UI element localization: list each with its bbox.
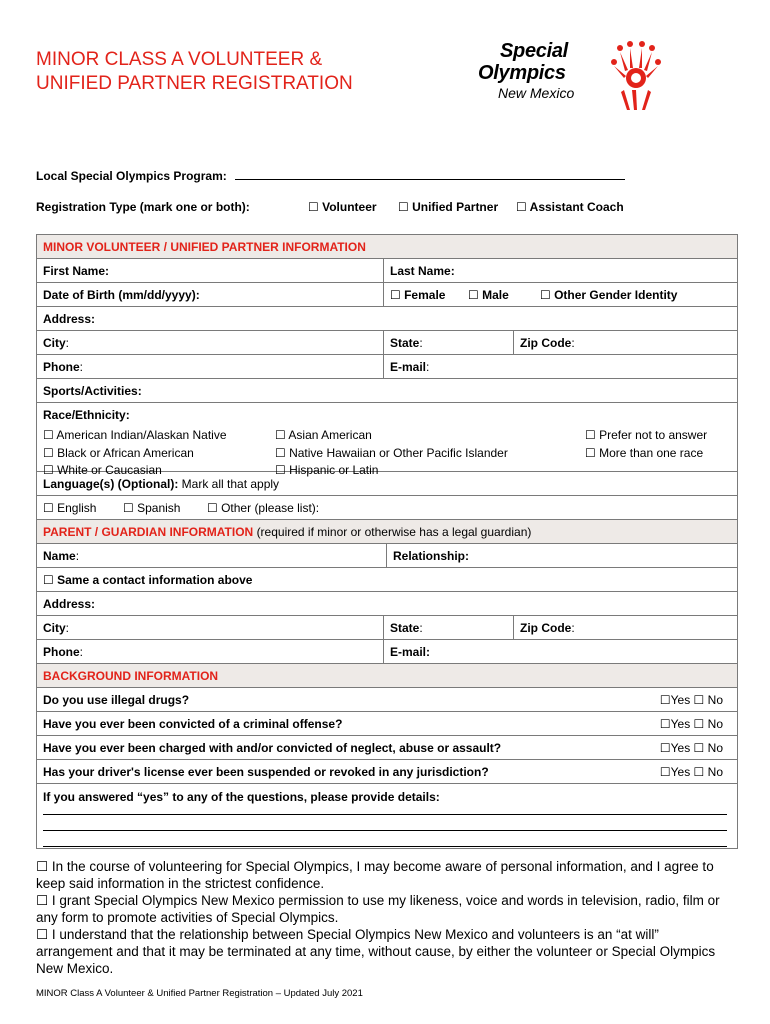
- details-line[interactable]: [43, 846, 727, 847]
- logo-word-new-mexico: New Mexico: [498, 85, 575, 101]
- guardian-email-label: E-mail:: [390, 644, 431, 659]
- zip-field[interactable]: Zip Code :: [513, 331, 735, 354]
- guardian-name-row: [37, 544, 737, 568]
- section-heading-background: BACKGROUND INFORMATION: [43, 668, 219, 683]
- guardian-zip-label: Zip Code: [520, 620, 572, 635]
- guardian-zip-field[interactable]: Zip Code :: [513, 616, 735, 639]
- first-name-label: First Name:: [43, 263, 110, 278]
- race-option[interactable]: ☐ Prefer not to answer: [585, 428, 708, 442]
- details-line[interactable]: [43, 830, 727, 831]
- state-field[interactable]: State :: [383, 331, 513, 354]
- english-checkbox[interactable]: ☐ English: [43, 500, 97, 515]
- registration-type-label: Registration Type (mark one or both):: [36, 200, 250, 214]
- guardian-name-label: Name: [43, 548, 76, 563]
- dob-gender-row: [37, 283, 737, 307]
- guardian-address-field[interactable]: [37, 592, 737, 616]
- section-header-volunteer: [37, 235, 737, 259]
- zip-label: Zip Code: [520, 335, 572, 350]
- race-option[interactable]: ☐ White or Caucasian: [43, 463, 162, 477]
- language-options-row: [37, 496, 737, 520]
- phone-field[interactable]: Phone :: [43, 359, 84, 374]
- relationship-field[interactable]: [386, 544, 735, 567]
- registration-form: [36, 234, 738, 849]
- title-line-1: MINOR CLASS A VOLUNTEER &: [36, 49, 323, 70]
- logo-word-special: Special: [500, 40, 568, 62]
- same-contact-row: [37, 568, 737, 592]
- registration-type: [36, 200, 736, 214]
- state-label: State: [390, 335, 420, 350]
- section-heading-guardian: PARENT / GUARDIAN INFORMATION: [43, 524, 254, 539]
- title-line-2: UNIFIED PARTNER REGISTRATION: [36, 73, 353, 94]
- spanish-checkbox[interactable]: ☐ Spanish: [123, 500, 181, 515]
- guardian-phone-label: Phone: [43, 644, 80, 659]
- agreement-likeness[interactable]: ☐ I grant Special Olympics New Mexico permission to use my likeness, voice and words in television, radio, film or any form to promote activities of Special Olympics.: [36, 893, 720, 925]
- details-field[interactable]: [37, 784, 737, 849]
- dob-field[interactable]: [37, 283, 383, 306]
- guardian-phone-email-row: [37, 640, 737, 664]
- guardian-state-field[interactable]: State :: [383, 616, 513, 639]
- question-drivers-license: Has your driver's license ever been suspended or revoked in any jurisdiction?: [43, 764, 489, 779]
- race-label: Race/Ethnicity:: [43, 408, 130, 422]
- address-field[interactable]: [37, 307, 737, 331]
- male-checkbox[interactable]: ☐ Male: [468, 287, 509, 302]
- guardian-name-field[interactable]: Name :: [43, 548, 80, 563]
- last-name-label: Last Name:: [390, 263, 455, 278]
- address-label: Address:: [43, 311, 96, 326]
- guardian-state-label: State: [390, 620, 420, 635]
- phone-email-row: [37, 355, 737, 379]
- question-neglect-abuse: Have you ever been charged with and/or convicted of neglect, abuse or assault?: [43, 740, 502, 755]
- sports-label: Sports/Activities:: [43, 383, 142, 398]
- race-option[interactable]: ☐ American Indian/Alaskan Native: [43, 428, 227, 442]
- guardian-email-field[interactable]: [383, 640, 735, 663]
- city-state-zip-row: [37, 331, 737, 355]
- yes-no-checkboxes[interactable]: ☐Yes ☐ No: [659, 692, 723, 707]
- last-name-field[interactable]: [383, 259, 735, 282]
- logo-word-olympics: Olympics: [478, 62, 566, 84]
- dob-label: Date of Birth (mm/dd/yyyy):: [43, 287, 200, 302]
- city-label: City: [43, 335, 66, 350]
- guardian-note: (required if minor or otherwise has a legal guardian): [256, 524, 532, 539]
- race-option[interactable]: ☐ Hispanic or Latin: [275, 463, 379, 477]
- local-program-label: Local Special Olympics Program:: [36, 169, 227, 183]
- local-program-field[interactable]: [36, 168, 625, 183]
- logo: [478, 40, 598, 102]
- email-label: E-mail: [390, 359, 427, 374]
- volunteer-checkbox[interactable]: ☐ Volunteer: [308, 200, 377, 214]
- relationship-label: Relationship:: [393, 548, 470, 563]
- unified-partner-checkbox[interactable]: ☐ Unified Partner: [398, 200, 499, 214]
- yes-no-checkboxes[interactable]: ☐Yes ☐ No: [659, 764, 723, 779]
- language-note: Mark all that apply: [181, 476, 280, 491]
- guardian-city-label: City: [43, 620, 66, 635]
- section-header-guardian: [37, 520, 737, 544]
- background-question-row: [37, 760, 737, 784]
- first-name-field[interactable]: [37, 259, 383, 282]
- assistant-coach-checkbox[interactable]: ☐ Assistant Coach: [516, 200, 624, 214]
- special-olympics-emblem-icon: [606, 38, 666, 112]
- yes-no-checkboxes[interactable]: ☐Yes ☐ No: [659, 716, 723, 731]
- other-gender-checkbox[interactable]: ☐ Other Gender Identity: [540, 287, 678, 302]
- gender-field: [383, 283, 735, 306]
- female-checkbox[interactable]: ☐ Female: [390, 287, 446, 302]
- agreement-at-will[interactable]: ☐ I understand that the relationship between Special Olympics New Mexico and volunteers is an “at will” arrangement and that it may be terminated at any time, without cause, by either the volunteer or Special Olympics New Mexico.: [36, 927, 716, 976]
- name-row: [37, 259, 737, 283]
- section-header-background: [37, 664, 737, 688]
- city-field[interactable]: City :: [43, 335, 70, 350]
- race-col-3: [585, 427, 707, 462]
- other-language-checkbox[interactable]: ☐ Other (please list):: [207, 500, 320, 515]
- agreement-confidentiality[interactable]: ☐ In the course of volunteering for Special Olympics, I may become aware of personal information, and I agree to keep said information in the strictest confidence.: [36, 859, 714, 891]
- question-illegal-drugs: Do you use illegal drugs?: [43, 692, 190, 707]
- yes-no-checkboxes[interactable]: ☐Yes ☐ No: [659, 740, 723, 755]
- page-title: [36, 48, 353, 96]
- details-label: If you answered “yes” to any of the questions, please provide details:: [43, 790, 440, 804]
- agreements: [36, 858, 736, 977]
- page-footer: MINOR Class A Volunteer & Unified Partner Registration – Updated July 2021: [36, 988, 363, 999]
- background-question-row: [37, 712, 737, 736]
- race-ethnicity-block: [37, 403, 737, 477]
- race-option[interactable]: ☐ Native Hawaiian or Other Pacific Islander: [275, 445, 508, 460]
- section-heading-volunteer: MINOR VOLUNTEER / UNIFIED PARTNER INFORMATION: [43, 239, 366, 254]
- question-criminal-offense: Have you ever been convicted of a criminal offense?: [43, 716, 343, 731]
- sports-field[interactable]: [37, 379, 737, 403]
- guardian-address-label: Address:: [43, 596, 96, 611]
- local-program-blank[interactable]: [235, 168, 625, 180]
- guardian-city-state-zip-row: [37, 616, 737, 640]
- race-option[interactable]: ☐ More than one race: [585, 445, 704, 460]
- guardian-city-field[interactable]: City :: [43, 620, 70, 635]
- phone-label: Phone: [43, 359, 80, 374]
- guardian-phone-field[interactable]: Phone :: [43, 644, 84, 659]
- same-contact-checkbox[interactable]: ☐ Same a contact information above: [43, 572, 253, 587]
- email-field[interactable]: E-mail :: [383, 355, 735, 378]
- language-label: Language(s) (Optional):: [43, 476, 179, 491]
- race-option[interactable]: ☐ Black or African American: [43, 445, 194, 460]
- background-question-row: [37, 688, 737, 712]
- details-line[interactable]: [43, 814, 727, 815]
- race-option[interactable]: ☐ Asian American: [275, 428, 372, 442]
- language-label-row: [37, 472, 737, 496]
- background-question-row: [37, 736, 737, 760]
